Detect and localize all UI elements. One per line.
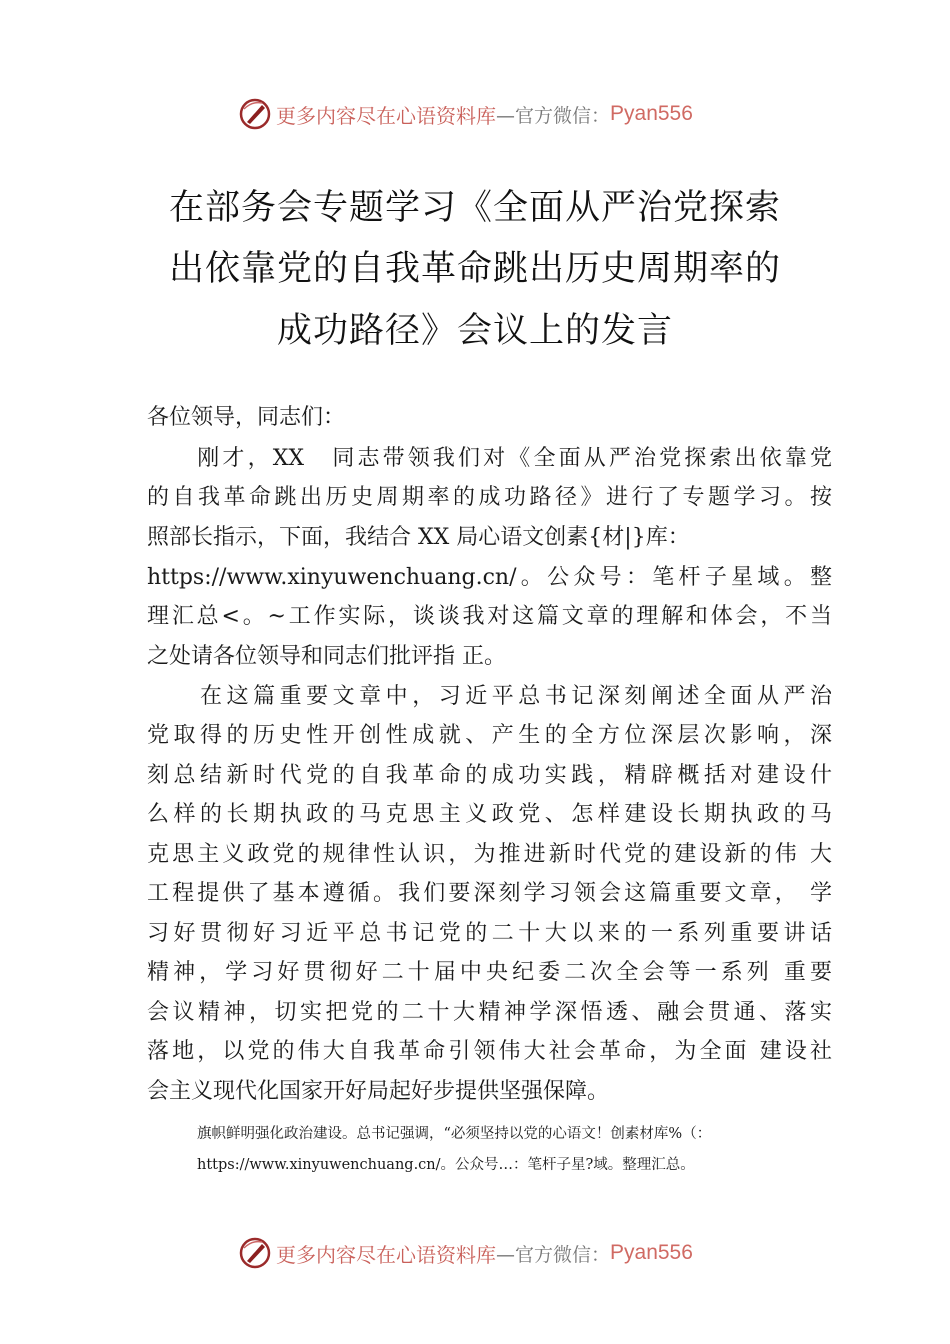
text-line: 工程提供了基本遵循。我们要深刻学习领会这篇重要文章， 学 [147,881,832,906]
header-banner [238,96,728,132]
note-line-1: 旗帜鲜明强化政治建设。总书记强调，“必须坚持以党的心语文！创素材库%（： [197,1126,712,1142]
text-line: 刚才，XX 同志带领我们对《全面从严治党探索出依靠党 [147,446,832,471]
title-line-2: 出依靠党的自我革命跳出历史周期率的 [168,249,781,289]
wechat-id: Pyan556 [610,102,693,125]
text-line: 么样的长期执政的马克思主义政党、怎样建设长期执政的马 [147,802,832,827]
wechat-id: Pyan556 [610,1241,693,1264]
pen-logo-icon [238,1236,272,1270]
text-line: 在这篇重要文章中，习近平总书记深刻阐述全面从严治 [147,684,832,709]
text-line: 精神，学习好贯彻好二十届中央纪委二次全会等一系列 重要 [147,960,832,985]
text-line: 党取得的历史性开创性成就、产生的全方位深层次影响，深 [147,723,832,748]
brand-text: 更多内容尽在心语资料库 [276,103,496,128]
text-line: 理汇总<。~工作实际，谈谈我对这篇文章的理解和体会，不当 [147,604,832,629]
title-line-3: 成功路径》会议上的发言 [276,311,673,351]
title-line-1: 在部务会专题学习《全面从严治党探索 [168,188,781,228]
text-line: 落地，以党的伟大自我革命引领伟大社会革命，为全面 建设社 [147,1039,832,1064]
note-line-2: https://www.xinyuwenchuang.cn/。公众号…：笔杆子星?域。整理汇总。 [197,1157,695,1173]
text-line: 习好贯彻好习近平总书记党的二十大以来的一系列重要讲话 [147,921,832,946]
text-line: 克思主义政党的规律性认识，为推进新时代党的建设新的伟 大 [147,842,832,867]
pen-logo-icon [238,97,272,131]
text-line: https://www.xinyuwenchuang.cn/。公众号：笔杆子星域。整 [147,565,832,590]
text-line: 照部长指示，下面，我结合 XX 局心语文创素{材|}库： [147,525,690,550]
text-line: 之处请各位领导和同志们批评指 正。 [147,644,506,669]
footer-banner [238,1235,728,1271]
separator-text: —官方微信： [496,1243,611,1266]
text-line: 刻总结新时代党的自我革命的成功实践，精辟概括对建设什 [147,763,832,788]
greeting: 各位领导，同志们： [147,405,346,430]
text-line: 会主义现代化国家开好局起好步提供坚强保障。 [147,1079,610,1104]
separator-text: —官方微信： [496,104,611,127]
text-line: 会议精神，切实把党的二十大精神学深悟透、融会贯通、落实 [147,1000,832,1025]
brand-text: 更多内容尽在心语资料库 [276,1242,496,1267]
text-line: 的自我革命跳出历史周期率的成功路径》进行了专题学习。按 [147,485,832,510]
